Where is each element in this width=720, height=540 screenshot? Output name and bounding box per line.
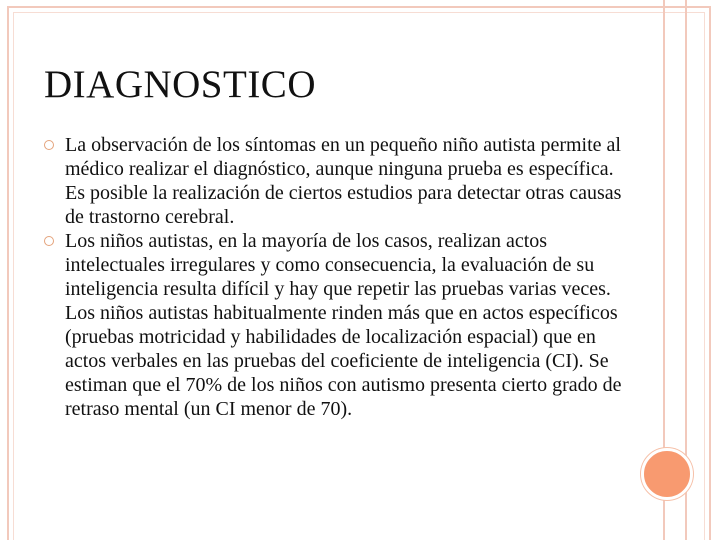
bullet-item: [44, 133, 624, 229]
bullet-text: La observación de los síntomas en un pequeño niño autista permite al médico realizar el diagnóstico, aunque ninguna prueba es específica. Es posible la realización de ciertos estudios para detectar otras causas de trastorno cerebral.: [65, 134, 622, 228]
decorative-circle-icon: [641, 448, 693, 500]
bullet-circle-icon: [44, 140, 54, 150]
bullet-circle-icon: [44, 236, 54, 246]
bullet-text: Los niños autistas, en la mayoría de los casos, realizan actos intelectuales irregulares y como consecuencia, la evaluación de su inteligencia resulta difícil y hay que repetir las pruebas varias veces. Los niños autistas habitualmente rinden más que en actos específicos (pruebas motricidad y habilidades de localización espacial) que en actos verbales en las pruebas del coeficiente de inteligencia (CI). Se estiman que el 70% de los niños con autismo presenta cierto grado de retraso mental (un CI menor de 70).: [65, 230, 622, 420]
slide-title: DIAGNOSTICO: [44, 63, 316, 106]
bullet-list: [44, 133, 624, 421]
bullet-item: [44, 229, 624, 421]
